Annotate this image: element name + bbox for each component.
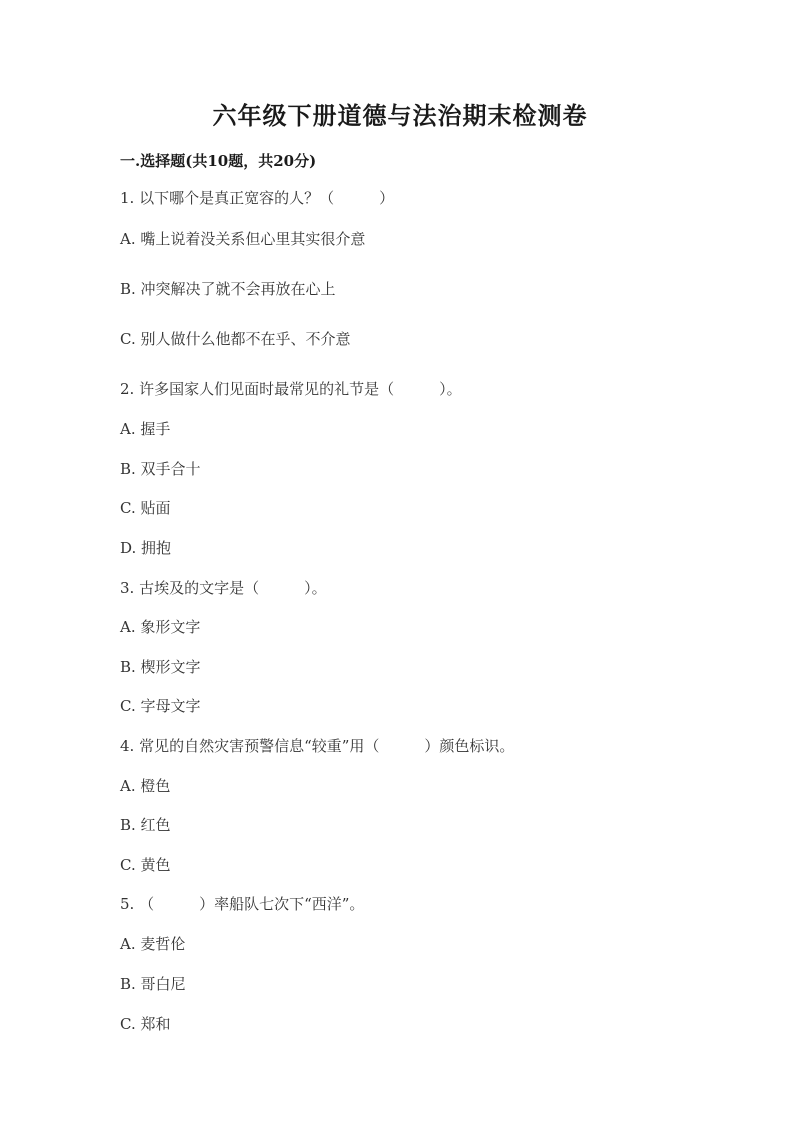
question-5-option-c: C. 郑和 bbox=[120, 1015, 171, 1033]
question-4-stem: 4. 常见的自然灾害预警信息“较重”用（ ）颜色标识。 bbox=[120, 737, 515, 755]
question-1-option-b: B. 冲突解决了就不会再放在心上 bbox=[120, 280, 336, 298]
section-heading: 一.选择题(共10题，共20分) bbox=[120, 152, 317, 170]
question-2-option-b: B. 双手合十 bbox=[120, 460, 201, 478]
question-3-option-a: A. 象形文字 bbox=[120, 618, 201, 636]
question-2-option-d: D. 拥抱 bbox=[120, 539, 172, 557]
question-2-option-a: A. 握手 bbox=[120, 420, 171, 438]
question-4-option-a: A. 橙色 bbox=[120, 777, 171, 795]
question-1-option-a: A. 嘴上说着没关系但心里其实很介意 bbox=[120, 230, 366, 248]
question-3-stem: 3. 古埃及的文字是（ ）。 bbox=[120, 579, 327, 597]
question-3-option-b: B. 楔形文字 bbox=[120, 658, 201, 676]
question-4-option-c: C. 黄色 bbox=[120, 856, 171, 874]
question-2-stem: 2. 许多国家人们见面时最常见的礼节是（ ）。 bbox=[120, 380, 462, 398]
question-4-option-b: B. 红色 bbox=[120, 816, 171, 834]
question-5-option-b: B. 哥白尼 bbox=[120, 975, 186, 993]
question-2-option-c: C. 贴面 bbox=[120, 499, 171, 517]
page-title: 六年级下册道德与法治期末检测卷 bbox=[212, 101, 588, 130]
question-5-option-a: A. 麦哲伦 bbox=[120, 935, 186, 953]
question-5-stem: 5. （ ）率船队七次下“西洋”。 bbox=[120, 895, 365, 913]
question-1-option-c: C. 别人做什么他都不在乎、不介意 bbox=[120, 330, 351, 348]
question-1-stem: 1. 以下哪个是真正宽容的人？（ ） bbox=[120, 189, 395, 207]
question-3-option-c: C. 字母文字 bbox=[120, 697, 201, 715]
